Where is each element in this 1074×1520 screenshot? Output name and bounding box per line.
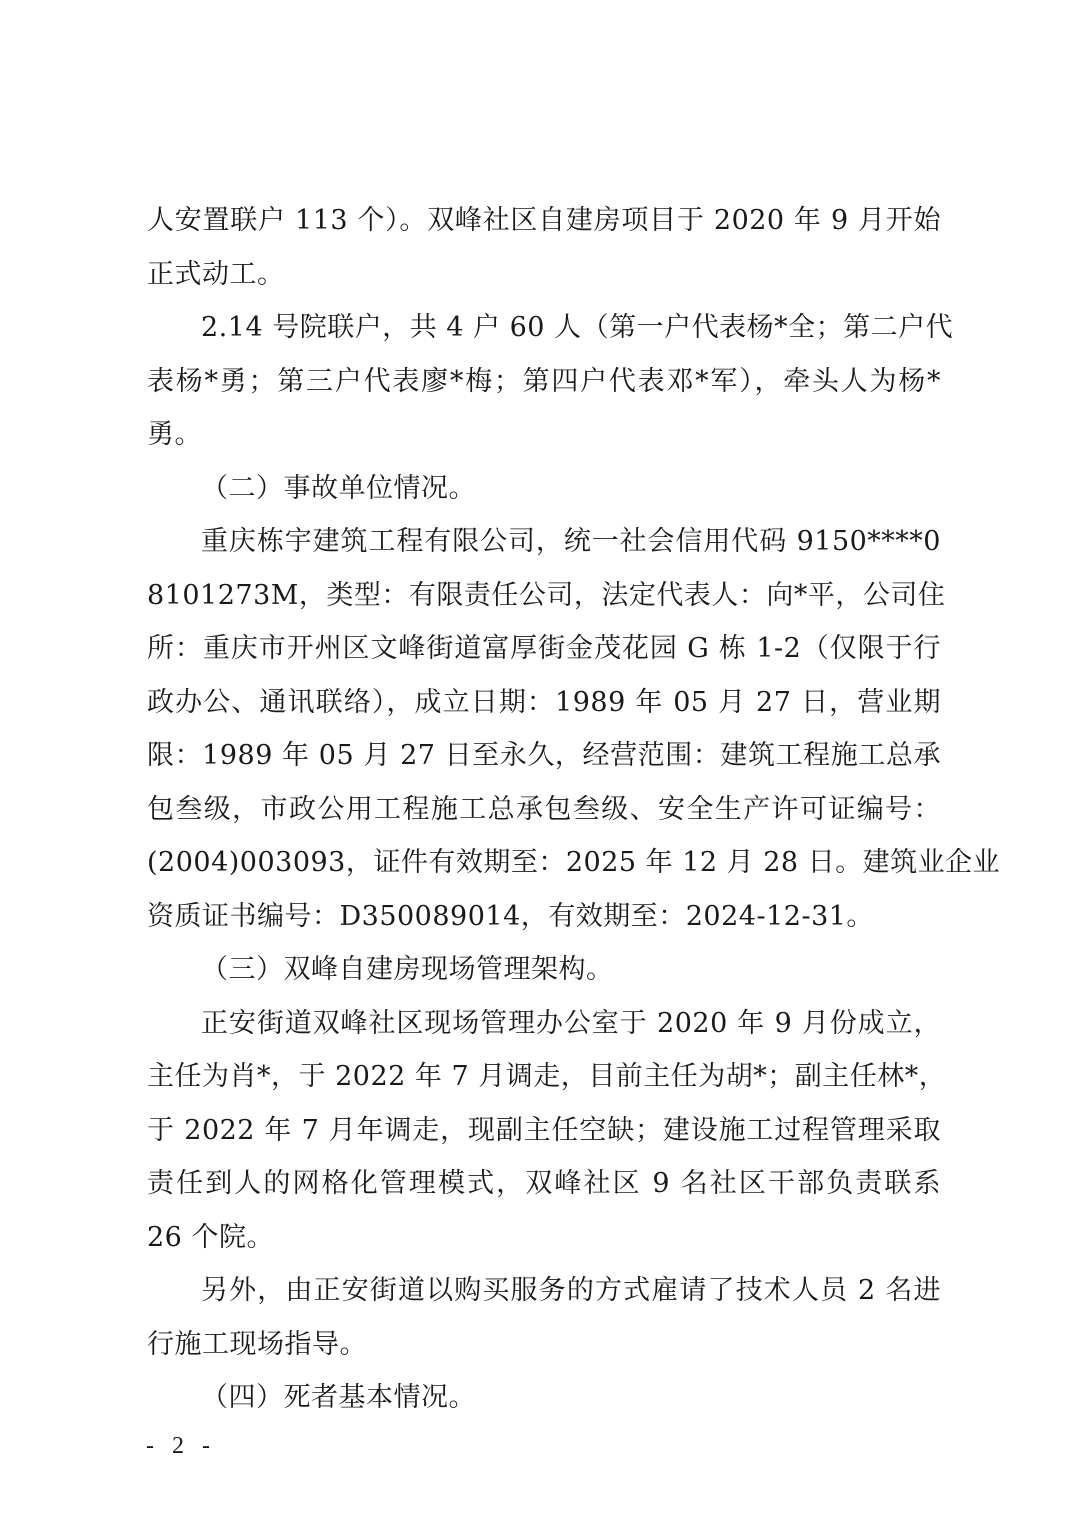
text-line: 正式动工。 <box>147 258 285 290</box>
text-line: 资质证书编号：D350089014，有效期至：2024-12-31。 <box>147 900 874 932</box>
text-line: 于 2022 年 7 月年调走，现副主任空缺；建设施工过程管理采取 <box>147 1114 941 1146</box>
text-line: 2.14 号院联户，共 4 户 60 人（第一户代表杨*全；第二户代 <box>201 312 954 343</box>
text-line: (2004)003093，证件有效期至：2025 年 12 月 28 日。建筑业企业 <box>147 847 1001 878</box>
body-text <box>147 194 1001 1425</box>
page-number: - 2 - <box>146 1433 216 1459</box>
text-line: 8101273M，类型：有限责任公司，法定代表人：向*平，公司住 <box>147 579 946 611</box>
text-line: 行施工现场指导。 <box>147 1328 367 1360</box>
text-line: 人安置联户 113 个）。双峰社区自建房项目于 2020 年 9 月开始 <box>147 205 941 236</box>
text-line: 政办公、通讯联络），成立日期：1989 年 05 月 27 日，营业期 <box>147 686 941 718</box>
text-line: 勇。 <box>147 419 202 450</box>
text-line: 包叁级，市政公用工程施工总承包叁级、安全生产许可证编号： <box>147 793 941 825</box>
text-line: 重庆栋宇建筑工程有限公司，统一社会信用代码 9150****0 <box>201 526 941 557</box>
text-line: 另外，由正安街道以购买服务的方式雇请了技术人员 2 名进 <box>201 1275 941 1306</box>
text-line: 表杨*勇；第三户代表廖*梅；第四户代表邓*军），牵头人为杨* <box>147 365 941 397</box>
text-line: 26 个院。 <box>147 1221 274 1253</box>
text-line: 正安街道双峰社区现场管理办公室于 2020 年 9 月份成立， <box>201 1007 941 1039</box>
text-line: 主任为肖*，于 2022 年 7 月调走，目前主任为胡*；副主任林*， <box>147 1061 947 1092</box>
text-line: 所：重庆市开州区文峰街道富厚街金茂花园 G 栋 1-2（仅限于行 <box>147 633 941 664</box>
section-heading: （三）双峰自建房现场管理架构。 <box>201 954 614 985</box>
section-heading: （四）死者基本情况。 <box>201 1382 476 1413</box>
text-line: 责任到人的网格化管理模式，双峰社区 9 名社区干部负责联系 <box>147 1168 941 1199</box>
section-heading: （二）事故单位情况。 <box>201 472 476 504</box>
text-line: 限：1989 年 05 月 27 日至永久，经营范围：建筑工程施工总承 <box>147 740 941 771</box>
